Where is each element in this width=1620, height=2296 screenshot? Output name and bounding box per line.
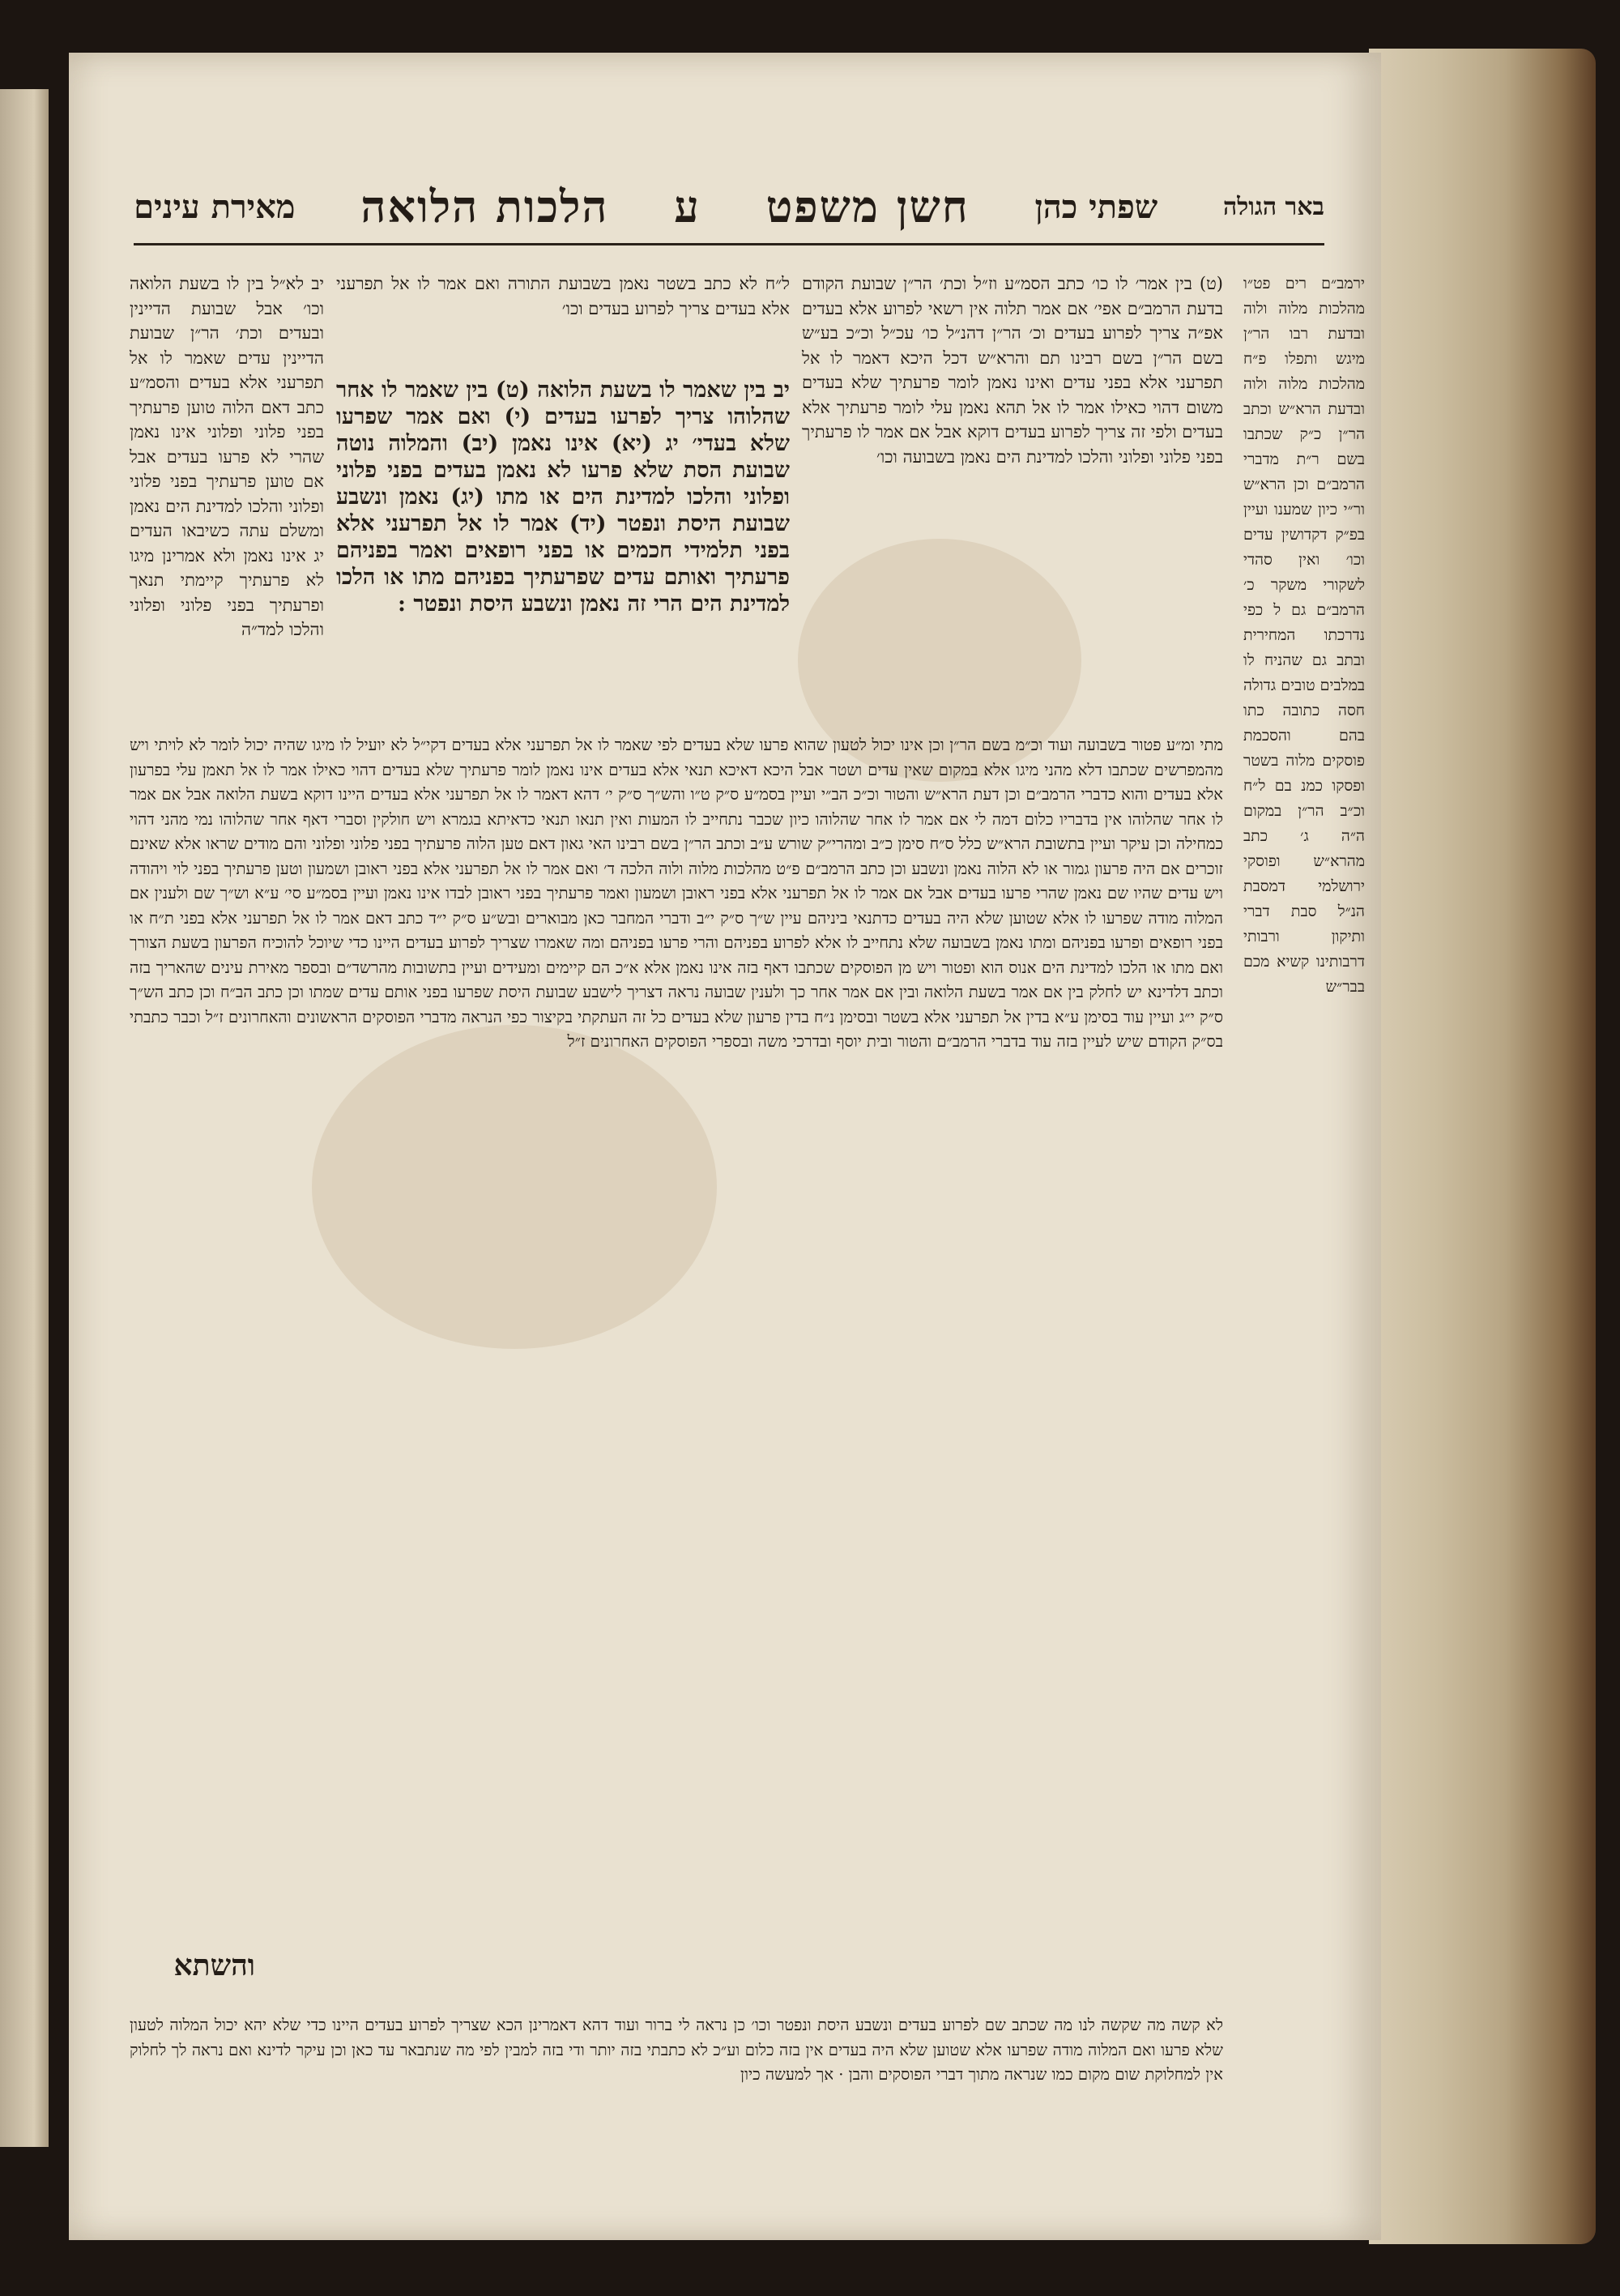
- header-title: חשן משפט: [765, 181, 970, 233]
- main-text-column: יב בין שאמר לו בשעת הלואה (ט) בין שאמר לו אחר שהלוהו צריך לפרעו בעדים (י) ואם אמר שפרעו שלא בעדי׳ יג (יא) אינו נאמן (יב) והמלוה נוטה שבועת הסת שלא פרעו לא נאמן בעדים בפני פלוני ופלוני והלכו למדינת הים או מתו (יג) נאמן ונשבע שבועת היסת ונפטר (יד) אמר לו אל תפרעני אלא בפני תלמידי חכמים או בפני רופאים ואמר בפניהם פרעתיך ואותם עדים שפרעתיך בפניהם מתו או הלכו למדינת הים הרי זה נאמן ונשבע היסת ונפטר :: [328, 378, 790, 617]
- header-siman: ע: [674, 181, 701, 233]
- meiras-einayim-column: יב לא״ל בין לו בשעת הלואה וכו׳ אבל שבועת הדיינין ובעדים וכת׳ הר״ן שבועת הדיינין עדים שאמר לו אל תפרעני אלא בעדים והסמ״ע כתב דאם הלוה טוען פרעתיך בפני פלוני ופלוני אינו נאמן שהרי לא פרעו בעדים אבל אם טוען פרעתיך בפני פלוני ופלוני והלכו למדינת הים נאמן ומשלם עתה כשיבאו העדים יג אינו נאמן ולא אמרינן מיגו לא פרעתיך קיימתי תנאך ופרעתיך בפני פלוני ופלוני והלכו למד״ה: [124, 274, 324, 639]
- section-opening-word: והשתא: [173, 1948, 255, 1982]
- book-page: [69, 53, 1381, 2240]
- sifsei-kohen-column: (ט) בין אמר׳ לו כו׳ כתב הסמ״ע וז״ל וכת׳ הר״ן שבועת הקודם בדעת הרמב״ם אפי׳ אם אמר תלוה אין רשאי לפרוע אלא בעדים אפ״ה צריך לפרוע בעדים וכ׳ הר״ן דהנ״ל כו׳ עכ״ל וכ״כ בע״ש בשם הר״ן בשם רבינו תם והרא״ש דכל היכא דאמר לו אל תפרעני אלא בפני עדים ואינו נאמן לומר פרעתיך שלא בעדים משום דהוי כאילו אמר לו אל תהא נאמן עלי לומר פרעתיך אלא בעדים ולפי זה צריך לפרוע בעדים דוקא אבל אם אמר לו פרעתיך בפני פלוני ופלוני והלכו למדינת הים נאמן בשבועה וכו׳: [796, 274, 1223, 467]
- header-sifsei-kohen: שפתי כהן: [1034, 187, 1158, 226]
- main-text-top: ל״ח לא כתב בשטר נאמן בשבועת התורה ואם אמר לו אל תפרעני אלא בעדים צריך לפרוע בעדים וכו׳: [330, 274, 790, 318]
- header-beer-hagolah: באר הגולה: [1222, 192, 1324, 221]
- header-section: הלכות הלואה: [360, 181, 609, 233]
- commentary-full-width: מתי ומ״ע פטור בשבועה ועוד וכ״מ בשם הר״ן וכן אינו יכול לטעון שהוא פרעו שלא בעדים לפי שאמר לו אל תפרעני אלא בעדים דקי״ל לא יועיל לו מיגו שהיה יכול לומר לא לויתי ויש מהמפרשים שכתבו דלא מהני מיגו אלא במקום שאין עדים ושטר אבל היכא דאיכא תנאי אלא בעדים אינו נאמן לומר פרעתיך שלא בעדים דהוי כאילו אמר לו אל תאמן עלי בפרעון אלא בעדים והוא כדברי הרמב״ם וכן דעת הרא״ש והטור וכ״כ הב״י ועיין בסמ״ע ס״ק ט״ו והש״ך ס״ק י׳ דהא דאמר לו אל תפרעני אלא בעדים היינו דוקא בשעת הלואה אבל אם אמר לו אחר שהלוהו אין בדבריו כלום דמה לי אם אמר לו אחר שהלוהו כיון שכבר נתחייב לו המעות ואין תנאו תנאי כדאיתא בגמרא ויש חולקין וסברי דאף אחר שהלוהו נמי מהני דהוי כמחילה וכן עיקר ועיין בתשובת הרא״ש כלל ס״ח סימן כ״ב ומהרי״ק שורש ע״ב וכתב הר״ן בשם רבינו האי גאון דאם טען הלוה פרעתיך בפני פלוני ופלוני והם מודים שראו אלא שאינם זוכרים אם היה פרעון גמור או לא הלוה נאמן ונשבע וכן כתב הרמב״ם פ״ט מהלכות מלוה ולוה הלכה ד׳ ואם אמר לו אל תפרעני אלא בפני ראובן ושמעון וטען פרעתיך בפני לוי ויהודה ויש עדים שהיו שם נאמן שהרי פרעו בעדים אבל אם אמר לו אל תפרעני אלא בפני ראובן ושמעון ואמר פרעתיך בפני ראובן לבדו אינו נאמן ועיין בסמ״ע סי׳ ע״א וש״ך שם ולענין אם המלוה מודה שפרעו לו אלא שטוען שלא היה בעדים כדתנאי ביניהם עיין ש״ך ס״ק י״ב ודברי המחבר כאן מבוארים ובש״ע ס״ק י״ד כתב דאם אמר לו אל תפרעני אלא בפני ת״ח או בפני רופאים ופרעו בפניהם ומתו נאמן בשבועה שלא נתחייב לו אלא לפרוע בפניהם והרי פרעו בפניהם ומה שאמרו שצריך לפרוע בעדים היינו כדי שיוכל להוכיח הפרעון בשעת הצורך ואם מתו או הלכו למדינת הים אנוס הוא ופטור ויש מן הפוסקים שכתבו דאף בזה אינו נאמן אלא א״כ הם קיימים ומעידים ועיין בתשובות מהרשד״ם ובספר מאירת עינים שהאריך בזה וכתב דלדינא יש לחלק בין אם אמר בשעת הלואה ובין אם אמר אחר כך ולענין שבועה נראה דצריך לישבע שבועת היסת שפרעו בפני אותם עדים שמתו וכן כתב הב״ח וכן כתב הש״ך ס״ק י״ג ועיין עוד בסימן ע״א בדין אל תפרעני אלא בשטר ובסימן נ״ח בדין פרעון שלא בעדים כל זה העתקתי בקיצור כפי הנראה מדברי הפוסקים הראשונים והאחרונים ז״ל וכבר כתבתי בס״ק הקודם שיש לעיין בזה עוד בדברי הרמב״ם והטור ובית יוסף ובדרכי משה ובספרי הפוסקים האחרונים ז״ל: [124, 736, 1223, 1051]
- running-header: [134, 170, 1324, 245]
- header-meiras-einayim: מאירת עינים: [134, 187, 296, 226]
- margin-notes-column: ירמב״ם רים פט״ו מהלכות מלוה ולוה ובדעת רבו הר״ן מיגש ותפלו פ״ח מהלכות מלוה ולוה ובדעת הרא״ש וכתב הר״ן כ״ק שכתבו בשם ר״ת מדברי הרמב״ם וכן הרא״ש ור״י כיון שמענו ועיין בפ״ק דקדושין עדים וכו׳ ואין סהדי לשקורי משקר כ׳ הרמב״ם גם ל כפי נדרכתו המחירית ובתב גם שהניח לו במלבים טובים גדולה חסה כתובה כתו בהם והסכמת פוסקים מלוה בשטר ופסקו כמנ בם ל״ח וכ״ב הר״ן במקום ה״ה ג׳ כתב מהרא״ש ופוסקי ירושלמי דמסבת הנ״ל סבת דברי ותיקון ורבותי דרבותינו קשיא מכם בבר״ש: [1238, 275, 1365, 996]
- book-page-edges: [1369, 49, 1596, 2244]
- left-page-edge: [0, 89, 49, 2147]
- commentary-bottom: לא קשה מה שקשה לנו מה שכתב שם לפרוע בעדים ונשבע היסת ונפטר וכו׳ כן נראה לי ברור ועוד דהא דאמרינן הכא שצריך לפרוע בעדים היינו כדי שלא יהא יכול המלוה לטעון שלא פרעו ואם המלוה מודה שפרעו אלא שטוען שלא היה בעדים אין בזה כלום וע״כ לא כתבתי בזה יותר ודי בזה למבין לפי מה שנתבאר עד כאן וכן עיקר לדינא ואם נראה לך לחלוק אין למחלוקת שום מקום כמו שנראה מתוך דברי הפוסקים והבן · אך למעשה כיון: [124, 2016, 1223, 2084]
